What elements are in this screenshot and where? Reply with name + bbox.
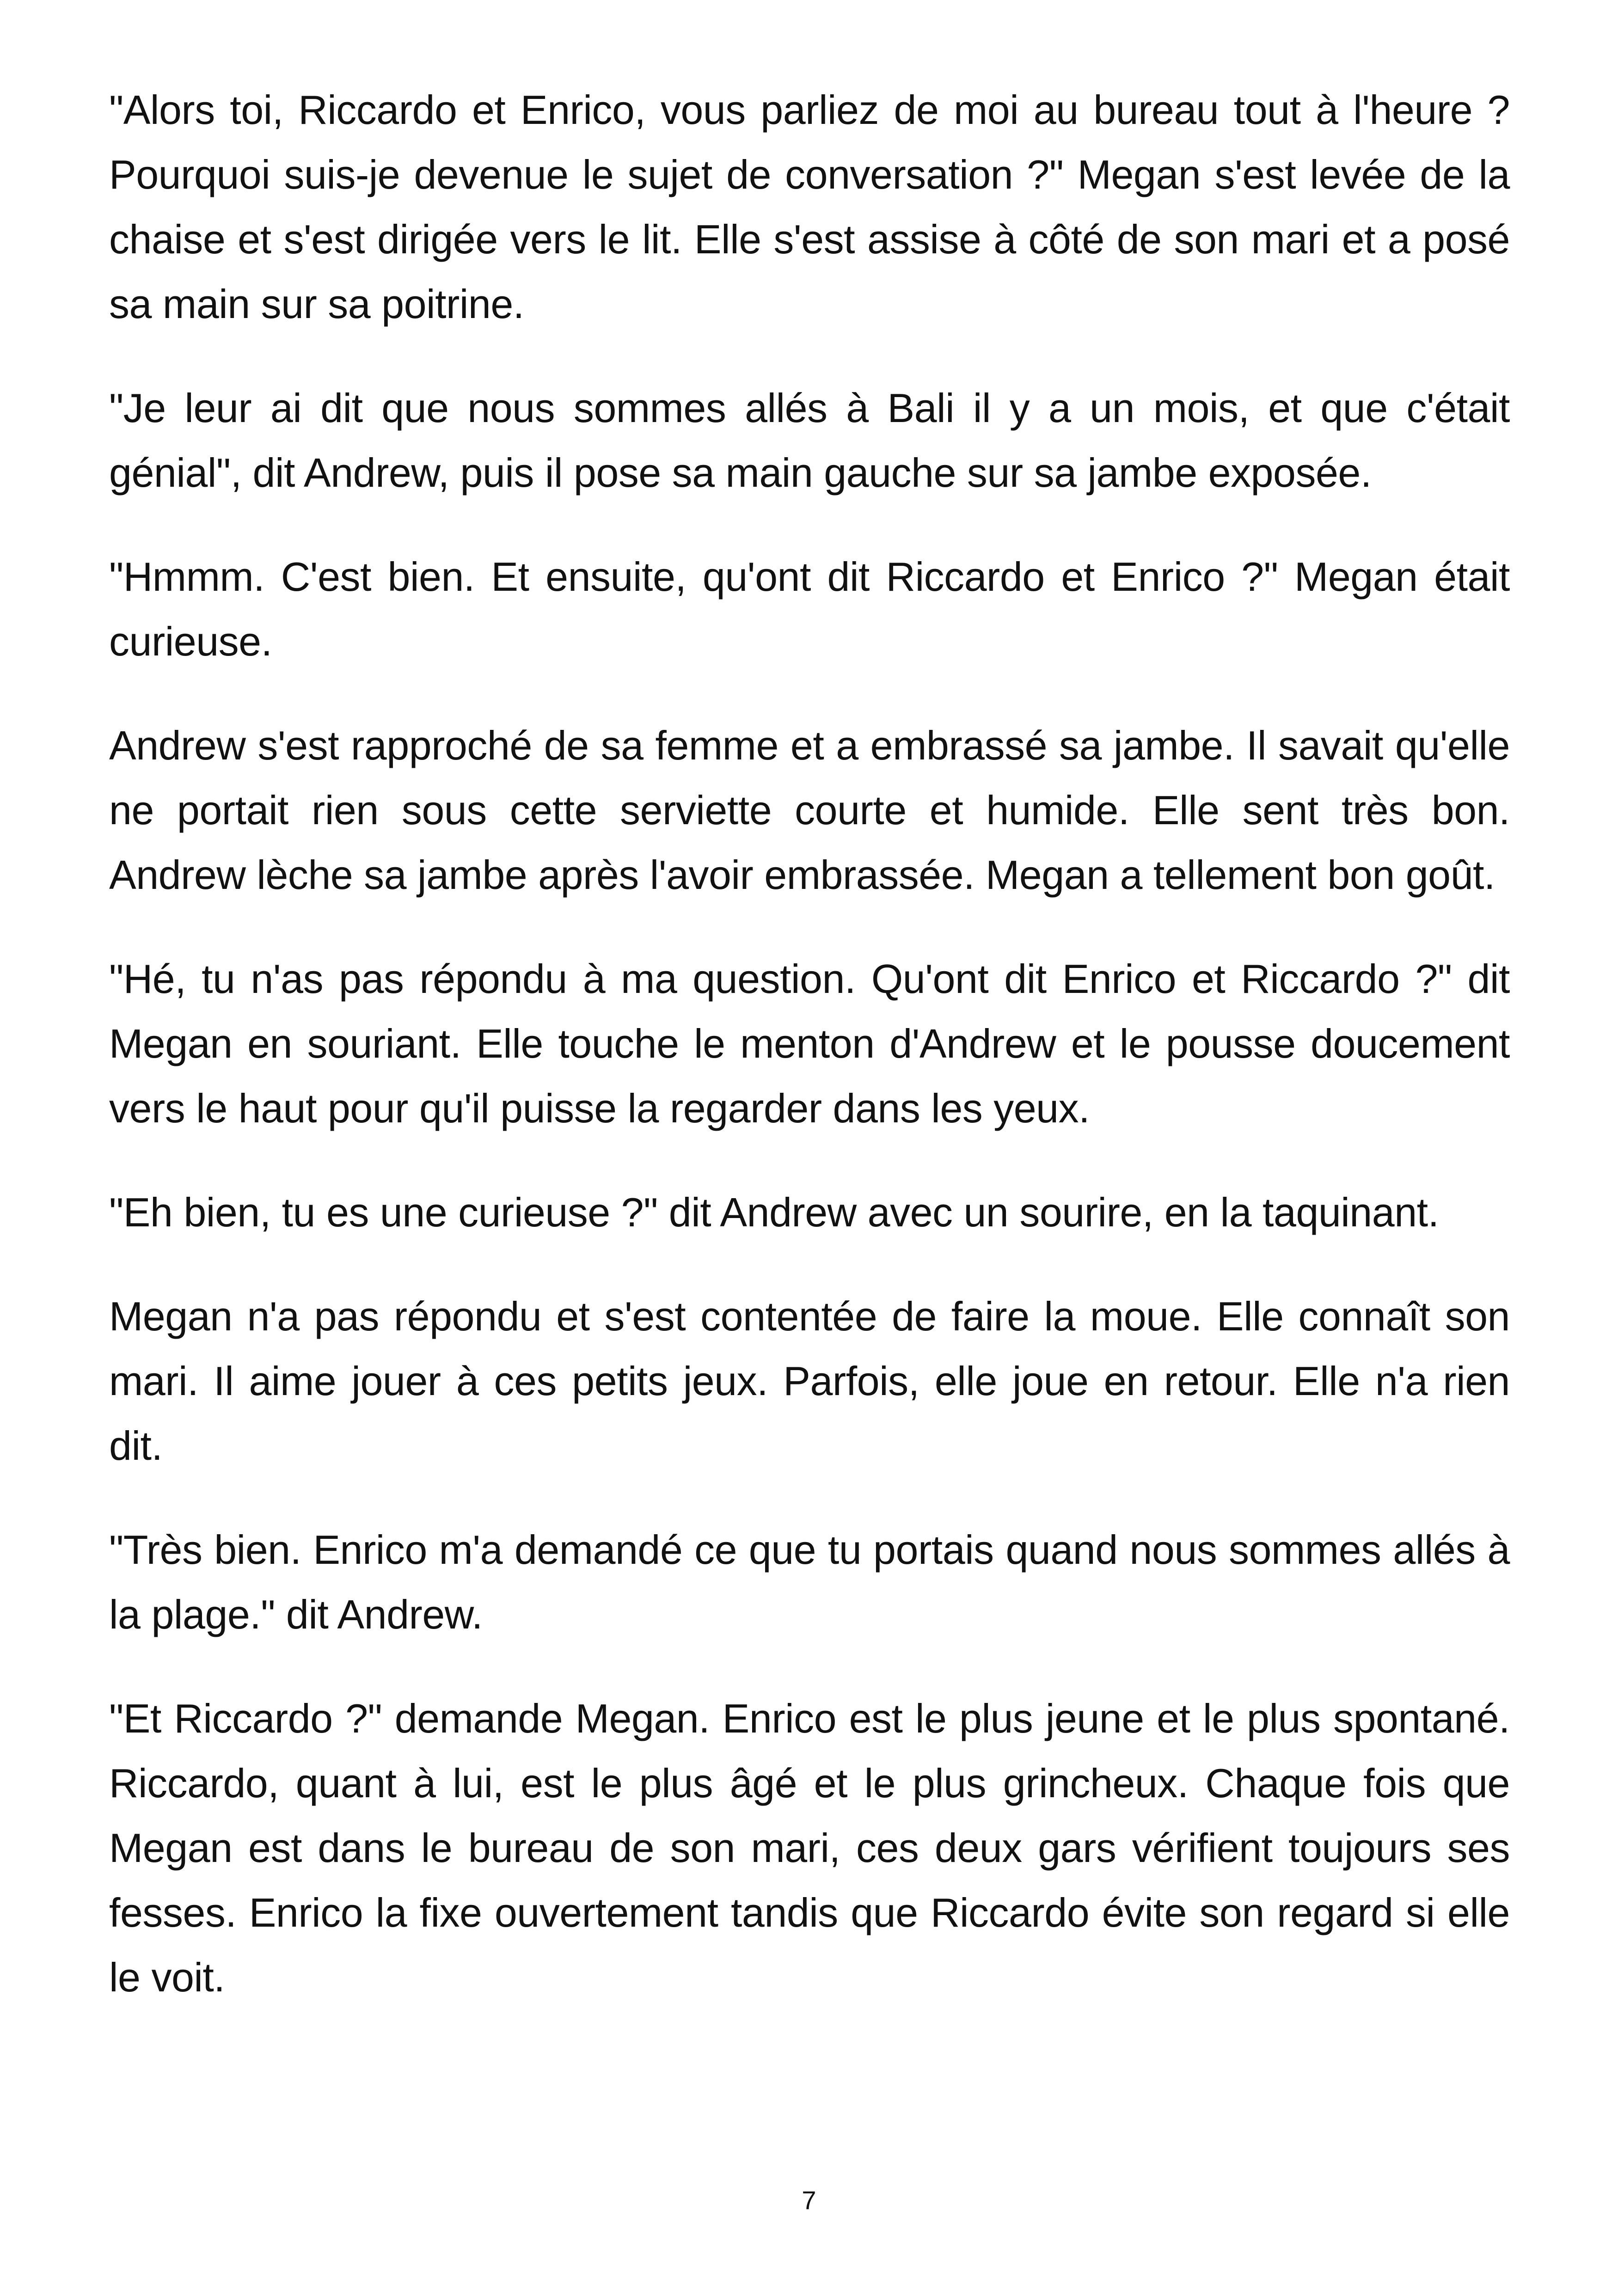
paragraph: "Eh bien, tu es une curieuse ?" dit Andrew avec un sourire, en la taquinant. <box>109 1189 1439 1235</box>
paragraph: "Et Riccardo ?" demande Megan. Enrico est le plus jeune et le plus spontané. Riccardo, quant à lui, est le plus âgé et le plus grincheux. Chaque fois que Megan est dans le bureau de son mari, ces deux gars vérifient toujours ses fesses. Enrico la fixe ouvertement tandis que Riccardo évite son regard si elle le voit. <box>109 1696 1510 2000</box>
paragraph: "Alors toi, Riccardo et Enrico, vous parliez de moi au bureau tout à l'heure ? Pourquoi suis-je devenue le sujet de conversation ?" Megan s'est levée de la chaise et s'est dirigée vers le lit. Elle s'est assise à côté de son mari et a posé sa main sur sa poitrine. <box>109 87 1510 327</box>
page-number: 7 <box>802 2186 816 2215</box>
paragraph: "Hmmm. C'est bien. Et ensuite, qu'ont dit Riccardo et Enrico ?" Megan était curieuse. <box>109 554 1510 664</box>
paragraph: Andrew s'est rapproché de sa femme et a embrassé sa jambe. Il savait qu'elle ne portait rien sous cette serviette courte et humide. Elle sent très bon. Andrew lèche sa jambe après l'avoir embrassée. Megan a tellement bon goût. <box>109 722 1510 898</box>
body-text <box>109 78 1510 2049</box>
paragraph: "Je leur ai dit que nous sommes allés à Bali il y a un mois, et que c'était génial", dit Andrew, puis il pose sa main gauche sur sa jambe exposée. <box>109 385 1510 496</box>
paragraph: Megan n'a pas répondu et s'est contentée de faire la moue. Elle connaît son mari. Il aime jouer à ces petits jeux. Parfois, elle joue en retour. Elle n'a rien dit. <box>109 1293 1510 1469</box>
paragraph: "Hé, tu n'as pas répondu à ma question. Qu'ont dit Enrico et Riccardo ?" dit Megan en souriant. Elle touche le menton d'Andrew et le pousse doucement vers le haut pour qu'il puisse la regarder dans les yeux. <box>109 956 1510 1131</box>
paragraph: "Très bien. Enrico m'a demandé ce que tu portais quand nous sommes allés à la plage." dit Andrew. <box>109 1527 1510 1637</box>
